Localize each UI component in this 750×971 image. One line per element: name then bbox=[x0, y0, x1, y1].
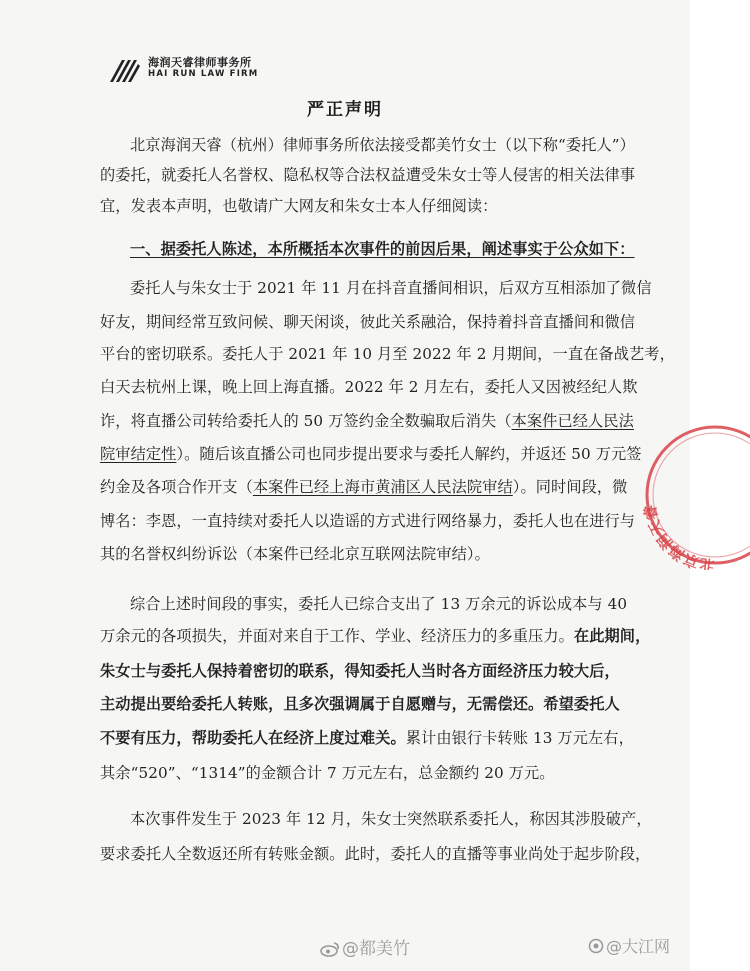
para2-line-1: 综合上述时间段的事实，委托人已综合支出了 13 万余元的诉讼成本与 40 bbox=[130, 595, 628, 613]
intro-line-3: 宜，发表本声明，也敬请广大网友和朱女士本人仔细阅读： bbox=[100, 197, 498, 215]
firm-logo-icon bbox=[108, 56, 142, 86]
source-logo-icon bbox=[588, 938, 604, 954]
weibo-watermark bbox=[320, 934, 410, 959]
svg-text:北京海润天睿 bbox=[641, 503, 716, 570]
para3-line-1: 本次事件发生于 2023 年 12 月，朱女士突然联系委托人，称因其涉股破产， bbox=[130, 810, 652, 828]
para1-line-6-text: ）。随后该直播公司也同步提出要求与委托人解约，并返还 50 万元签 bbox=[176, 445, 642, 463]
para1-line-4: 白天去杭州上课，晚上回上海直播。2022 年 2 月左右，委托人又因被经纪人欺 bbox=[100, 378, 638, 396]
para1-line-7-text-a: 约金及各项合作开支（ bbox=[100, 478, 253, 496]
para2-line-5-bold: 不要有压力，帮助委托人在经济上度过难关。 bbox=[100, 729, 406, 747]
para1-line-5 bbox=[100, 410, 660, 431]
intro-line-2: 的委托，就委托人名誉权、隐私权等合法权益遭受朱女士等人侵害的相关法律事 bbox=[100, 166, 636, 184]
section-heading: 一、据委托人陈述，本所概括本次事件的前因后果，阐述事实于公众如下： bbox=[130, 240, 635, 258]
para1-line-2: 好友，期间经常互致问候、聊天闲谈，彼此关系融洽，保持着抖音直播间和微信 bbox=[100, 313, 636, 331]
stamp-text: 北京海润天睿 bbox=[640, 503, 716, 570]
para2-line-2-text: 万余元的各项损失，并面对来自于工作、学业、经济压力的多重压力。 bbox=[100, 627, 574, 645]
para1-line-6-underlined: 院审结定性 bbox=[100, 445, 177, 463]
para2-line-2-bold: 在此期间， bbox=[573, 627, 651, 645]
para1-line-7 bbox=[100, 476, 660, 497]
firm-logo bbox=[108, 54, 268, 88]
para2-line-3: 朱女士与委托人保持着密切的联系，得知委托人当时各方面经济压力较大后， bbox=[100, 662, 620, 680]
para2-line-5 bbox=[100, 727, 660, 748]
para1-line-1: 委托人与朱女士于 2021 年 11 月在抖音直播间相识，后双方互相添加了微信 bbox=[130, 279, 652, 297]
para2-line-6: 其余“520”、“1314”的金额合计 7 万元左右，总金额约 20 万元。 bbox=[100, 764, 555, 782]
para2-line-2 bbox=[100, 625, 660, 646]
weibo-icon bbox=[320, 941, 340, 957]
para3-line-2: 要求委托人全数返还所有转账金额。此时，委托人的直播等事业尚处于起步阶段， bbox=[100, 845, 651, 863]
weibo-watermark-text: @都美竹 bbox=[342, 939, 410, 959]
red-seal-stamp bbox=[640, 420, 750, 570]
page-title: 严正声明 bbox=[307, 100, 383, 120]
para1-line-9: 其的名誉权纠纷诉讼（本案件已经北京互联网法院审结）。 bbox=[100, 545, 490, 563]
intro-line-1: 北京海润天睿（杭州）律师事务所依法接受都美竹女士（以下称“委托人”） bbox=[130, 136, 635, 154]
para2-line-4: 主动提出要给委托人转账，且多次强调属于自愿赠与，无需偿还。希望委托人 bbox=[100, 695, 620, 713]
para1-line-5-underlined: 本案件已经人民法 bbox=[511, 412, 634, 430]
firm-name-en: HAI RUN LAW FIRM bbox=[148, 69, 259, 79]
source-watermark bbox=[588, 934, 670, 957]
para1-line-7-text-c: ）。同时间段，微 bbox=[512, 478, 628, 496]
para1-line-7-underlined: 本案件已经上海市黄浦区人民法院审结 bbox=[252, 478, 513, 496]
firm-name-cn: 海润天睿律师事务所 bbox=[148, 56, 252, 69]
para1-line-3: 平台的密切联系。委托人于 2021 年 10 月至 2022 年 2 月期间，一直在备战艺考， bbox=[100, 345, 675, 363]
para2-line-5-text: 累计由银行卡转账 13 万元左右， bbox=[405, 729, 634, 747]
para1-line-6 bbox=[100, 443, 660, 464]
para1-line-8: 博名：李恩，一直持续对委托人以造谣的方式进行网络暴力，委托人也在进行与 bbox=[100, 512, 636, 530]
source-watermark-text: @大江网 bbox=[606, 937, 671, 956]
para1-line-5-text: 诈，将直播公司转给委托人的 50 万签约金全数骗取后消失（ bbox=[100, 412, 512, 430]
